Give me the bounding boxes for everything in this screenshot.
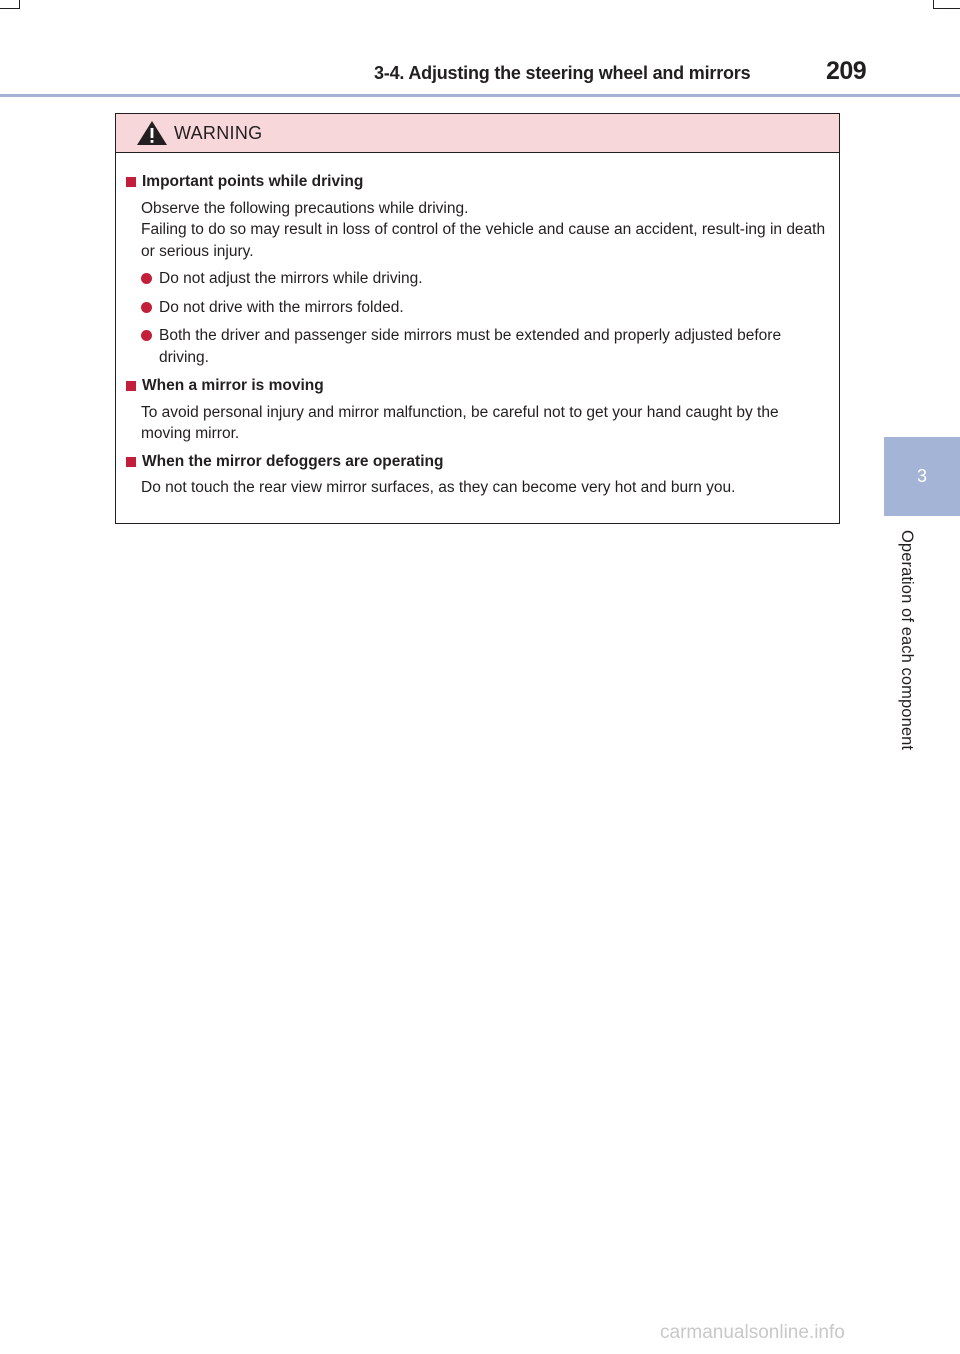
square-bullet-icon xyxy=(126,381,136,391)
page-number: 209 xyxy=(826,57,867,85)
list-item-text: Do not drive with the mirrors folded. xyxy=(159,298,404,316)
chapter-number: 3 xyxy=(916,466,927,486)
paragraph-line: Failing to do so may result in loss of control of the vehicle and cause an accident, result-ing in death or serious injury. xyxy=(141,221,826,260)
section-paragraph xyxy=(126,477,829,499)
section-heading-text: Important points while driving xyxy=(142,173,364,190)
warning-triangle-icon xyxy=(136,120,168,146)
warning-label: WARNING xyxy=(174,122,263,143)
list-item xyxy=(126,297,829,319)
circle-bullet-icon xyxy=(141,330,152,341)
paragraph-line: Observe the following precautions while driving. xyxy=(141,199,469,217)
section-heading-text: When a mirror is moving xyxy=(142,377,324,394)
warning-section-defoggers xyxy=(126,451,829,499)
circle-bullet-icon xyxy=(141,273,152,284)
paragraph-line: Do not touch the rear view mirror surfaces, as they can become very hot and burn you. xyxy=(141,479,736,496)
square-bullet-icon xyxy=(126,177,136,187)
header-rule xyxy=(0,94,960,97)
list-item-text: Both the driver and passenger side mirrors must be extended and properly adjusted before driving. xyxy=(159,327,782,366)
warning-header xyxy=(116,114,839,153)
list-item-text: Do not adjust the mirrors while driving. xyxy=(159,270,423,287)
section-heading-text: When the mirror defoggers are operating xyxy=(142,452,444,470)
section-heading xyxy=(126,171,829,193)
section-title: 3-4. Adjusting the steering wheel and mirrors xyxy=(374,63,751,83)
paragraph-line: To avoid personal injury and mirror malfunction, be careful not to get your hand caught by the moving mirror. xyxy=(141,403,779,442)
crop-mark-top-right-horizontal xyxy=(933,8,960,9)
crop-mark-top-left-horizontal xyxy=(0,8,20,9)
section-heading xyxy=(126,451,829,473)
chapter-title: Operation of each component xyxy=(898,530,916,751)
section-paragraph xyxy=(126,198,829,263)
warning-section-mirror-moving xyxy=(126,375,829,445)
section-paragraph xyxy=(126,402,829,445)
list-item xyxy=(126,325,829,368)
square-bullet-icon xyxy=(126,457,136,467)
chapter-tab xyxy=(884,437,960,516)
section-heading xyxy=(126,375,829,397)
crop-mark-top-left-vertical xyxy=(19,0,20,8)
circle-bullet-icon xyxy=(141,302,152,313)
warning-body xyxy=(116,153,839,499)
crop-mark-top-right-vertical xyxy=(933,0,934,8)
warning-section-driving xyxy=(126,171,829,368)
list-item xyxy=(126,268,829,290)
warning-box xyxy=(115,113,840,524)
site-watermark: carmanualsonline.info xyxy=(660,1322,845,1343)
